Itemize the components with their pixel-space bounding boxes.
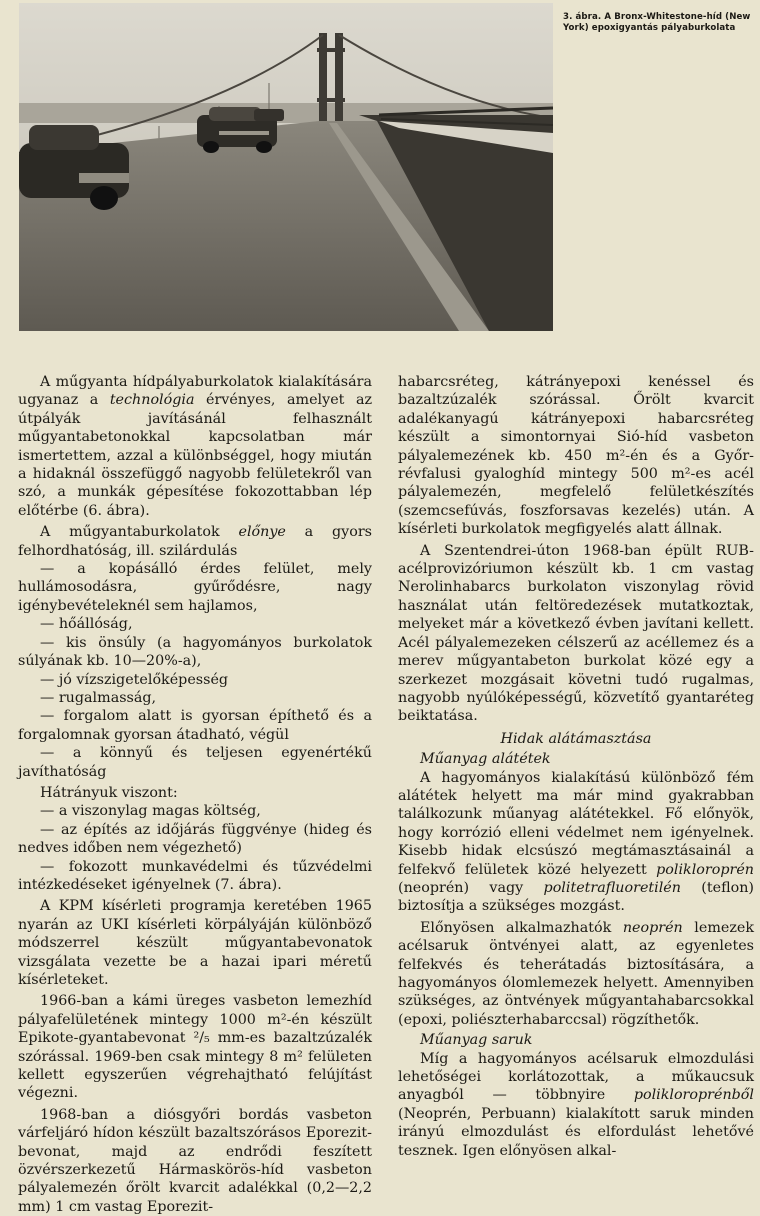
car-distant <box>254 109 284 121</box>
paragraph: habarcsréteg, kátrányepoxi kenéssel és bazaltzúzalék szórással. Őrölt kvarcit adalékanyagú kátrányepoxi habarcsréteg készült a simontornyai Sió-híd vasbeton pályalemezének kb. 450 m²-én és a Győr-révfalusi gyaloghíd mintegy 500 m²-es acél pályalemezén, megfelelő felületkészítés (szemcsefúvás, foszforsavas kezelés) után. A kísérleti burkolatok megfigyelés alatt állnak. <box>398 374 754 538</box>
paragraph: Előnyösen alkalmazhatók neoprén lemezek acélsaruk öntvényei alatt, az egyenletes felfekvés és teherátadás biztosítására, a hagyományos ólomlemezek helyett. Amennyiben szükséges, az öntvények műgyantahabarcsokkal (epoxi, poliészterhabarccsal) rögzíthetők. <box>398 919 754 1028</box>
bridge-photo-illustration <box>19 3 553 331</box>
list-item: — jó vízszigetelőképesség <box>40 671 229 688</box>
paragraph: A hagyományos kialakítású különböző fém alátétek helyett ma már mind gyakrabban találkozunk műanyag alátétekkel. Fő előnyök, hogy korrózió elleni védelmet nem igényelnek. Kisebb hidak elcsúszó megtámasztásainál a felfekvő felületek közé helyezett polikloroprén (neoprén) vagy politetrafluoretilén (teflon) biztosítja a szükséges mozgást. <box>398 769 754 915</box>
paragraph: 1968-ban a diósgyőri bordás vasbeton várfeljáró hídon készült bazaltszórásos Eporezit-bevonat, majd az endrődi feszített özvérszerkezetű Hármaskörös-híd vasbeton pályalemezén őrölt kvarcit adalékkal (0,2—2,2 mm) 1 cm vastag Eporezit- <box>18 1106 372 1215</box>
figure-caption: 3. ábra. A Bronx-Whitestone-híd (New York) epoxigyantás pályaburkolata <box>563 12 751 33</box>
paragraph: A Szentendrei-úton 1968-ban épült RUB-acélprovizóriumon készült kb. 1 cm vastag Nerolinhabarcs burkolaton viszonylag rövid használat után feltöredezések mutatkoztak, melyeket már a következő évben javítani kellett. Acél pályalemezeken célszerű az acéllemez és a merev műgyantabeton burkolat közé egy a szerkezet mozgásait követni tudó rugalmas, nagyobb nyúlóképességű, közvetítő gyantaréteg beiktatása. <box>398 542 754 725</box>
tower-left-leg <box>319 33 327 123</box>
list-item: — kis önsúly (a hagyományos burkolatok súlyának kb. 10—20%-a), <box>18 634 372 670</box>
tower-right-leg <box>335 33 343 123</box>
subsection-heading: Műanyag saruk <box>420 1032 533 1049</box>
section-heading: Hidak alátámasztása <box>500 730 652 747</box>
list-item: — fokozott munkavédelmi és tűzvédelmi intézkedéseket igényelnek (7. ábra). <box>18 858 372 893</box>
paragraph: A műgyantaburkolatok előnye a gyors felhordhatóság, ill. szilárdulás <box>18 524 372 559</box>
list-item: — a viszonylag magas költség, <box>40 803 261 820</box>
list-item: — a kopásálló érdes felület, mely hullámosodásra, gyűrődésre, nagy igénybevételeknél sem hajlamos, <box>18 561 372 614</box>
text-column-right <box>398 373 754 1160</box>
paragraph: Míg a hagyományos acélsaruk elmozdulási lehetőségei korlátozottak, a műkaucsuk anyagból — többnyire polikloroprénből (Neoprén, Perbuann) kialakított saruk minden irányú elmozdulást és elfordulást lehetővé tesznek. Igen előnyösen alkal- <box>398 1050 754 1159</box>
list-item: — forgalom alatt is gyorsan építhető és a forgalomnak gyorsan átadható, végül <box>18 708 372 743</box>
paragraph: A műgyanta hídpályaburkolatok kialakítására ugyanaz a technológia érvényes, amelyet az útpályák javításánál felhasznált műgyantabetonokkal kapcsolatban már ismertettem, azzal a különbséggel, hogy miután a hidaknál összefüggő nagyobb felületekről van szó, a munkák gépesítése fokozottabban lép előtérbe (6. ábra). <box>18 374 372 519</box>
list-item: — hőállóság, <box>40 616 133 633</box>
subsection-heading: Műanyag alátétek <box>420 751 551 768</box>
list-item: — az építés az időjárás függvénye (hideg és nedves időben nem végezhető) <box>18 821 372 857</box>
paragraph: Hátrányuk viszont: <box>40 784 178 801</box>
list-item: — rugalmasság, <box>40 689 157 706</box>
list-item: — a könnyű és teljesen egyenértékű javíthatóság <box>18 745 372 780</box>
text-column-left <box>18 373 372 1216</box>
paragraph: A KPM kísérleti programja keretében 1965 nyarán az UKI kísérleti körpályáján különböző módszerrel készült műgyantabevonatok vizsgálata vezette be a hazai ipari méretű kísérleteket. <box>18 898 372 988</box>
bridge-photograph <box>19 3 553 331</box>
paragraph: 1966-ban a kámi üreges vasbeton lemezhíd pályafelületének mintegy 1000 m²-én készült Epikote-gyantabevonat ²/₅ mm-es bazaltzúzalék szórással. 1969-ben csak mintegy 8 m² felületen kellett egyszerűen végrehajtható felújítást végezni. <box>18 993 372 1102</box>
